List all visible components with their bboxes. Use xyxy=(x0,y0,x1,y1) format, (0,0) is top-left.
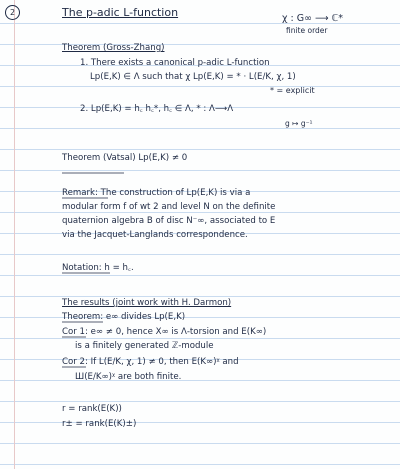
remark-line4: via the Jacquet-Langlands correspondence. xyxy=(62,230,248,240)
theorem-vatsal: Theorem (Vatsal) Lp(E,K) ≠ 0 xyxy=(62,153,188,163)
cor2-line2: Ш(E/K∞)ᵡ are both finite. xyxy=(75,372,182,382)
cor1-line2: is a finitely generated ℤ-module xyxy=(75,341,214,351)
item1-line1: 1. There exists a canonical p-adic L-function xyxy=(80,58,270,68)
results-heading: The results (joint work with H. Darmon) xyxy=(62,298,232,308)
cor2-line1: Cor 2: If L(E/K, χ, 1) ≠ 0, then E(K∞)ᵡ and xyxy=(62,357,239,367)
page-number: 2 xyxy=(5,5,20,20)
header-map: χ : G∞ ⟶ ℂ* xyxy=(282,13,344,24)
remark-line1: Remark: The construction of Lp(E,K) is via a xyxy=(62,188,251,198)
remark-line2: modular form f of wt 2 and level N on the definite xyxy=(62,202,276,212)
theorem-divides: Theorem: e∞ divides Lp(E,K) xyxy=(62,312,186,322)
r-pm-definition: r± = rank(E(K)±) xyxy=(62,419,137,429)
item1-note: * = explicit xyxy=(270,86,315,95)
item1-line2: Lp(E,K) ∈ Λ such that χ Lp(E,K) = * · L(E/K, χ, 1) xyxy=(90,72,296,82)
theorem-gross-zhang-heading: Theorem (Gross-Zhang) xyxy=(62,43,165,53)
remark-line3: quaternion algebra B of disc N⁻∞, associated to E xyxy=(62,216,276,226)
r-definition: r = rank(E(K)) xyxy=(62,404,122,414)
item2-line: 2. Lp(E,K) = h꜀ h꜀*, h꜀ ∈ Λ, * : Λ⟶Λ xyxy=(80,104,234,114)
cor1-line1: Cor 1: e∞ ≠ 0, hence X∞ is Λ-torsion and E(K∞) xyxy=(62,327,267,337)
header-note: finite order xyxy=(286,26,328,35)
item2-note: g ↦ g⁻¹ xyxy=(285,119,313,128)
notation: Notation: h = h꜀. xyxy=(62,263,134,273)
page-title: The p-adic L-function xyxy=(62,6,179,19)
